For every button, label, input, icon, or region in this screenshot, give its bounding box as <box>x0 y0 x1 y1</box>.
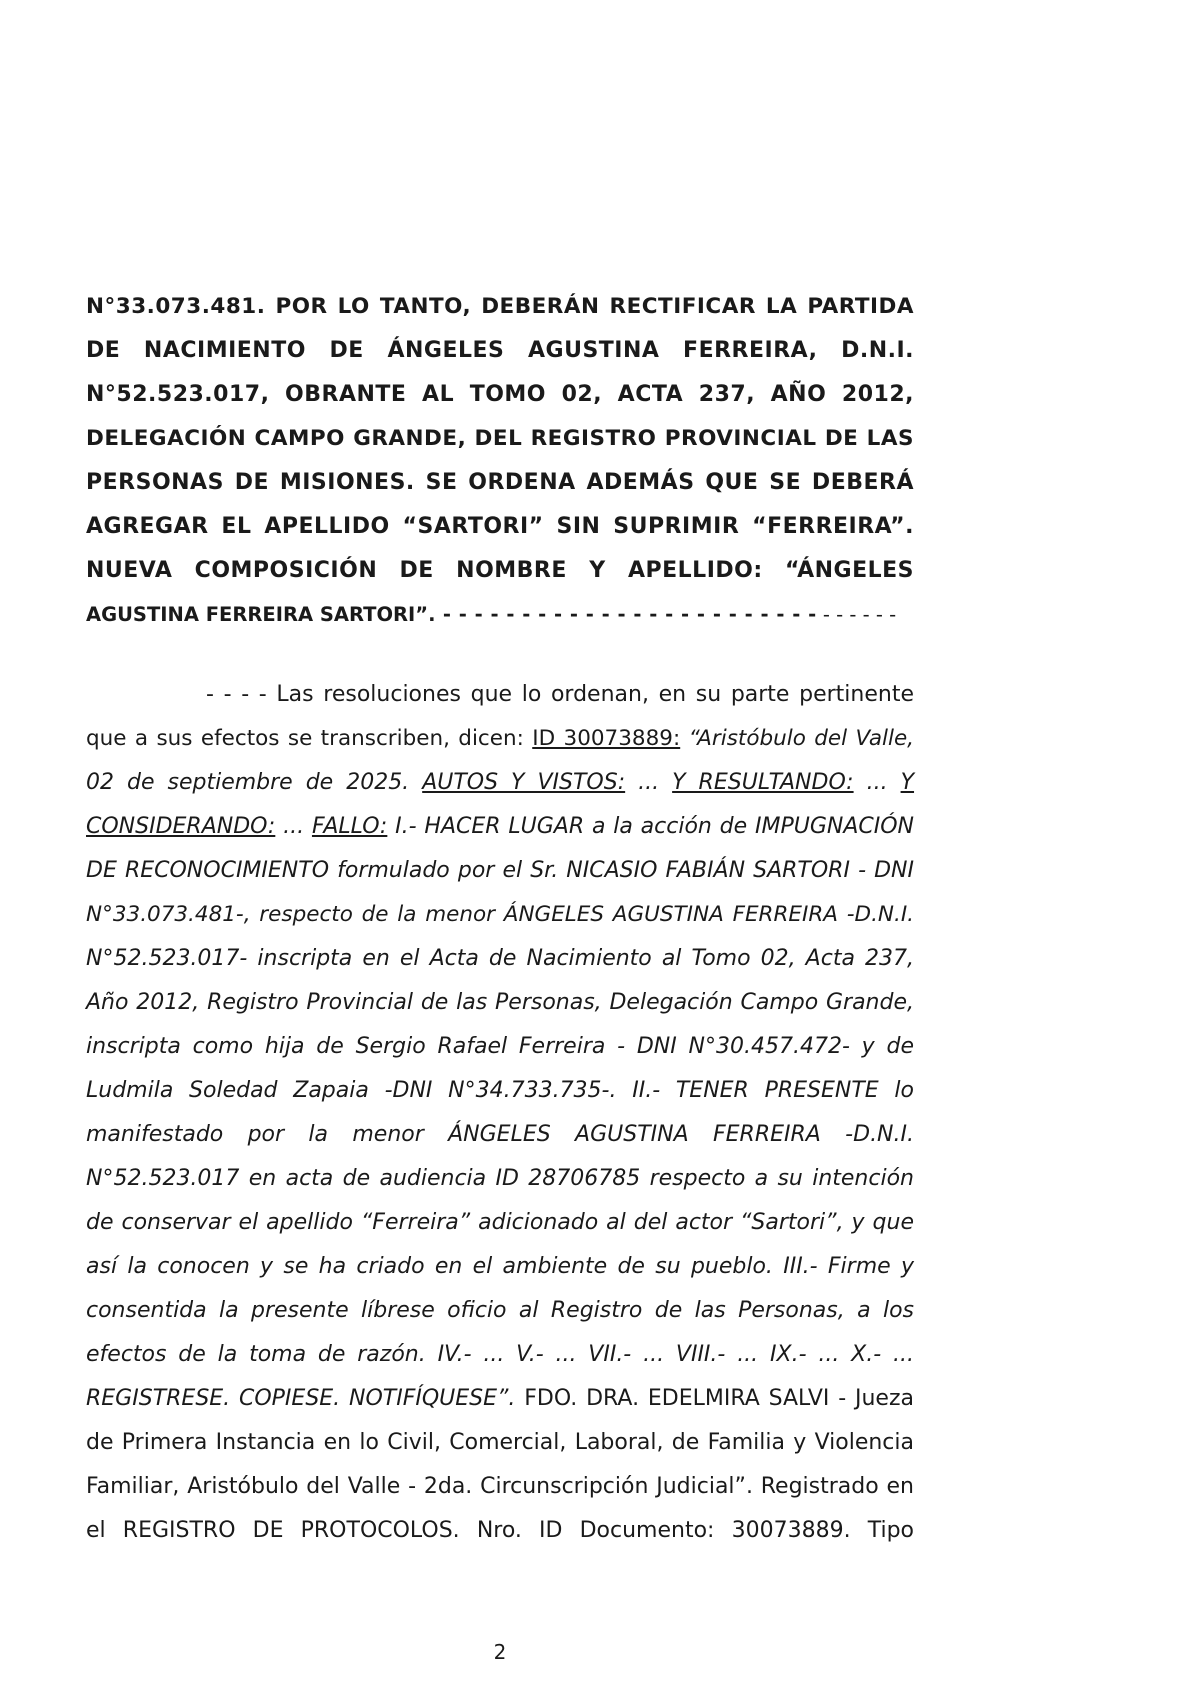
body-line <box>86 1377 914 1421</box>
body-line: consentida la presente líbrese oficio al Registro de las Personas, a los <box>86 1298 914 1323</box>
body-line: N°52.523.017- inscripta en el Acta de Nacimiento al Tomo 02, Acta 237, <box>86 946 914 971</box>
page-number: 2 <box>493 1640 507 1664</box>
body-line: así la conocen y se ha criado en el ambiente de su pueblo. III.- Firme y <box>86 1254 914 1279</box>
bold-line: N°33.073.481. POR LO TANTO, DEBERÁN RECTIFICAR LA PARTIDA <box>86 294 914 319</box>
body-line <box>86 805 914 849</box>
signature-text: FDO. DRA. EDELMIRA SALVI - Jueza <box>515 1386 914 1411</box>
fallo-heading: FALLO: <box>311 814 388 839</box>
body-text: que a sus efectos se transcriben, dicen: <box>86 726 533 751</box>
resultando-heading: Y RESULTANDO: <box>672 770 854 795</box>
bold-line: AGREGAR EL APELLIDO “SARTORI” SIN SUPRIMIR “FERREIRA”. <box>86 514 914 539</box>
dash-filler-light: - - - - - - <box>816 603 897 626</box>
body-line <box>86 717 914 761</box>
bold-line: PERSONAS DE MISIONES. SE ORDENA ADEMÁS QUE SE DEBERÁ <box>86 470 914 495</box>
body-line: Ludmila Soledad Zapaia -DNI N°34.733.735-. II.- TENER PRESENTE lo <box>86 1078 914 1103</box>
document-id-reference: ID 30073889: <box>532 726 681 751</box>
bold-line-last <box>86 593 914 637</box>
body-line: inscripta como hija de Sergio Rafael Ferreira - DNI N°30.457.472- y de <box>86 1034 914 1059</box>
dash-filler: - - - - - - - - - - - - - - - - - - - - - - - - <box>435 603 817 626</box>
quote-text: 02 de septiembre de 2025. <box>86 770 423 795</box>
body-line: N°33.073.481-, respecto de la menor ÁNGELES AGUSTINA FERREIRA -D.N.I. <box>86 902 914 927</box>
new-name-text: AGUSTINA FERREIRA SARTORI”. <box>86 603 436 626</box>
body-line: de conservar el apellido “Ferreira” adicionado al del actor “Sartori”, y que <box>86 1210 914 1235</box>
bold-line: DE NACIMIENTO DE ÁNGELES AGUSTINA FERREIRA, D.N.I. <box>86 338 914 363</box>
ellipsis: ... <box>853 770 901 795</box>
body-line: DE RECONOCIMIENTO formulado por el Sr. NICASIO FABIÁN SARTORI - DNI <box>86 858 914 883</box>
quote-text: I.- HACER LUGAR a la acción de IMPUGNACIÓN <box>387 814 915 839</box>
quote-text: “Aristóbulo del Valle, <box>680 726 915 751</box>
autos-y-vistos-heading: AUTOS Y VISTOS: <box>422 770 626 795</box>
bold-line: N°52.523.017, OBRANTE AL TOMO 02, ACTA 237, AÑO 2012, <box>86 382 914 407</box>
body-line: Familiar, Aristóbulo del Valle - 2da. Circunscripción Judicial”. Registrado en <box>86 1474 914 1499</box>
body-line: efectos de la toma de razón. IV.- ... V.- ... VII.- ... VIII.- ... IX.- ... X.- ... <box>86 1342 914 1367</box>
bold-paragraph <box>86 285 914 637</box>
body-line <box>86 761 914 805</box>
bold-line: NUEVA COMPOSICIÓN DE NOMBRE Y APELLIDO: “ÁNGELES <box>86 558 914 583</box>
body-line: - - - - Las resoluciones que lo ordenan, en su parte pertinente <box>206 682 914 707</box>
resolution-paragraph <box>86 673 914 1553</box>
body-line: el REGISTRO DE PROTOCOLOS. Nro. ID Documento: 30073889. Tipo <box>86 1518 914 1543</box>
bold-line: DELEGACIÓN CAMPO GRANDE, DEL REGISTRO PROVINCIAL DE LAS <box>86 426 914 451</box>
ellipsis: ... <box>275 814 312 839</box>
considerando-heading-start: Y <box>900 770 915 795</box>
quote-text: REGISTRESE. COPIESE. NOTIFÍQUESE”. <box>86 1386 516 1411</box>
considerando-heading: CONSIDERANDO: <box>86 814 276 839</box>
body-line: manifestado por la menor ÁNGELES AGUSTINA FERREIRA -D.N.I. <box>86 1122 914 1147</box>
body-line: N°52.523.017 en acta de audiencia ID 28706785 respecto a su intención <box>86 1166 914 1191</box>
ellipsis: ... <box>625 770 673 795</box>
body-line: de Primera Instancia en lo Civil, Comercial, Laboral, de Familia y Violencia <box>86 1430 914 1455</box>
body-line: Año 2012, Registro Provincial de las Personas, Delegación Campo Grande, <box>86 990 914 1015</box>
